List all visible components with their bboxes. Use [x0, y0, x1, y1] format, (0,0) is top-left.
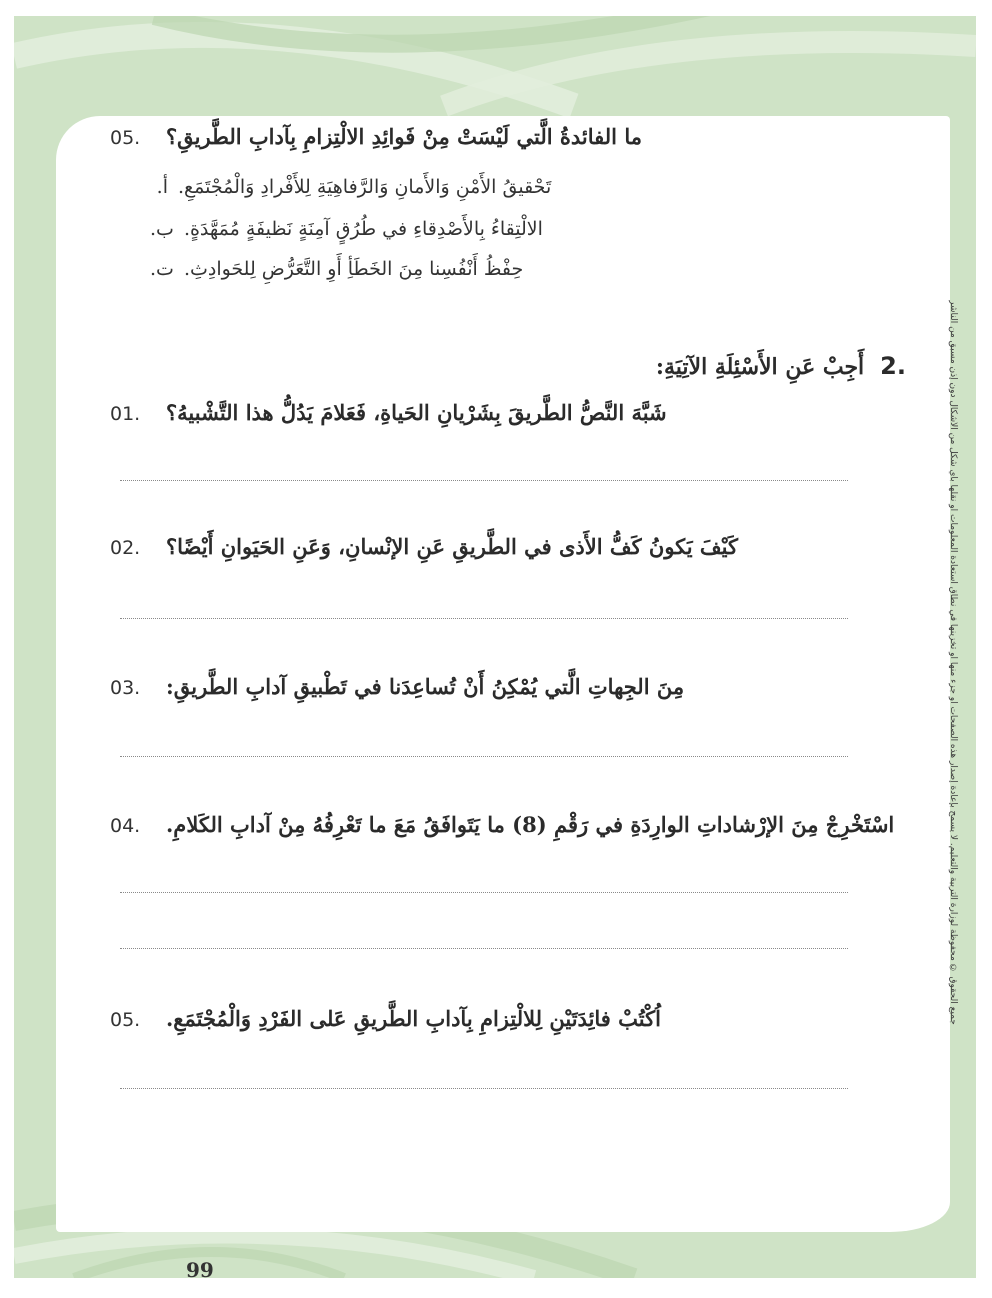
question-text: اُكْتُبْ فائِدَتَيْنِ لِلالْتِزامِ بِآدابِ الطَّريقِ عَلى الفَرْدِ وَالْمُجْتَمَعِ.: [166, 1006, 661, 1031]
option-letter: ت.: [150, 258, 174, 280]
option-text: حِفْظُ أَنْفُسِنا مِنَ الخَطَأِ أَوِ التَّعَرُّضِ لِلحَوادِثِ.: [183, 258, 524, 280]
question-number: 01.: [110, 403, 141, 425]
section-heading: [300, 352, 906, 380]
question-03: [110, 674, 897, 699]
option-c[interactable]: [150, 258, 882, 280]
answer-line[interactable]: [120, 756, 848, 757]
question-number: 02.: [110, 537, 141, 559]
answer-line[interactable]: [120, 1088, 848, 1089]
section-title: أَجِبْ عَنِ الأَسْئِلَةِ الآتِيَةِ:: [655, 354, 865, 380]
answer-line[interactable]: [120, 948, 848, 949]
option-text: تَحْقيقُ الأَمْنِ وَالأَمانِ وَالرَّفاهِيَةِ لِلأَفْرادِ وَالْمُجْتَمَعِ.: [178, 176, 552, 198]
question-04: [110, 812, 897, 837]
question-01: [110, 400, 897, 425]
page-number: 99: [186, 1258, 214, 1282]
copyright-side-note: جميع الحقوق © محفوظة لوزارة التربية والتعليم. لا يسمح بإعادة إصدار هذه الصفحات أو جزء منها أو تخزينها في نطاق استعادة المعلومات أو نقلها بأي شكل من الأشكال دون إذن مسبق من الناشر: [948, 300, 958, 1025]
question-text: شَبَّهَ النَّصُّ الطَّريقَ بِشَرْيانِ الحَياةِ، فَعَلامَ يَدُلُّ هذا التَّشْبيهُ؟: [166, 400, 667, 425]
option-a[interactable]: [150, 176, 882, 198]
question-text: اسْتَخْرِجْ مِنَ الإرْشاداتِ الوارِدَةِ في رَقْمِ (8) ما يَتَوافَقُ مَعَ ما تَعْرِفُهُ مِنْ آدابِ الكَلامِ.: [166, 812, 895, 837]
section-number: 2.: [880, 352, 906, 380]
question-text: ما الفائدةُ الَّتي لَيْسَتْ مِنْ فَوائِدِ الالْتِزامِ بِآدابِ الطَّريقِ؟: [166, 124, 642, 149]
question-number: 05.: [110, 127, 141, 149]
question-number: 04.: [110, 815, 141, 837]
question-02: [110, 534, 897, 559]
option-letter: ب.: [150, 218, 174, 240]
answer-line[interactable]: [120, 480, 848, 481]
question-text: مِنَ الجِهاتِ الَّتي يُمْكِنُ أَنْ تُساعِدَنا في تَطْبيقِ آدابِ الطَّريقِ:: [166, 674, 685, 699]
question-number: 03.: [110, 677, 141, 699]
answer-line[interactable]: [120, 618, 848, 619]
option-b[interactable]: [150, 218, 882, 240]
question-05: [110, 1006, 897, 1031]
answer-line[interactable]: [120, 892, 848, 893]
option-letter: أ.: [156, 176, 168, 198]
option-text: الالْتِقاءُ بِالأَصْدِقاءِ في طُرُقٍ آمِنَةٍ نَظيفَةٍ مُمَهَّدَةٍ.: [183, 218, 543, 240]
mcq-question: [110, 124, 897, 149]
question-number: 05.: [110, 1009, 141, 1031]
question-text: كَيْفَ يَكونُ كَفُّ الأَذى في الطَّريقِ عَنِ الإنْسانِ، وَعَنِ الحَيَوانِ أَيْضًا؟: [166, 534, 739, 559]
